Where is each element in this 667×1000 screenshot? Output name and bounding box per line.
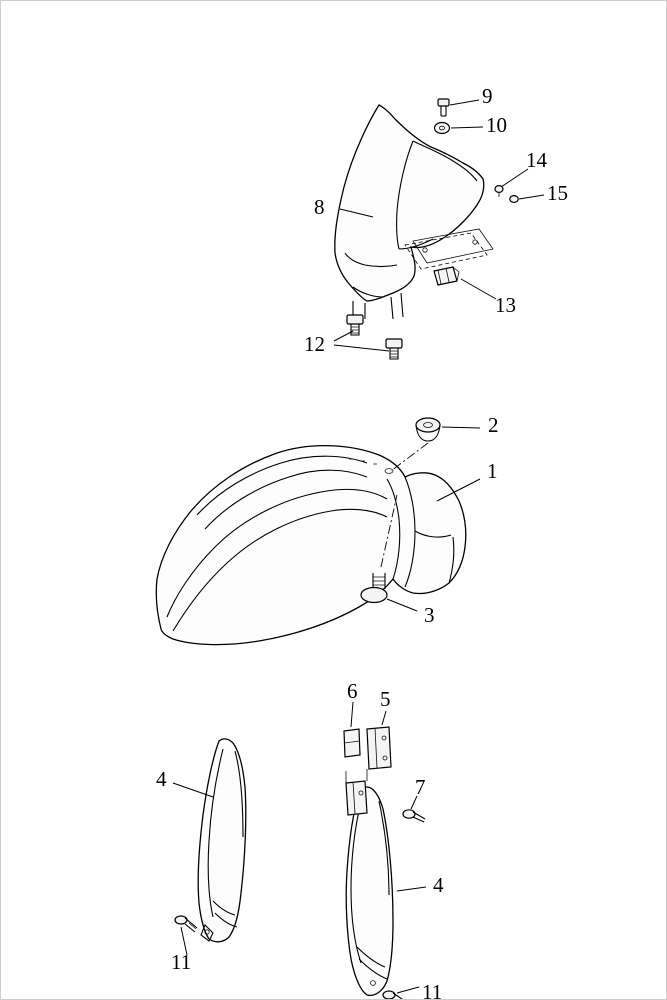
plate-clamp-13 (434, 267, 459, 285)
leader-5 (382, 711, 386, 725)
radiator-shroud-left-group (198, 739, 246, 942)
callout-15: 15 (547, 181, 568, 205)
radiator-shroud-right-group (346, 787, 393, 995)
leader-6 (351, 702, 353, 727)
rivet-14 (495, 186, 503, 197)
grommet-2 (416, 418, 440, 441)
front-fender-body (156, 446, 466, 645)
callout-7: 7 (415, 775, 426, 799)
shroud-right-body (346, 787, 393, 995)
leader-2 (442, 427, 480, 428)
leader-3 (387, 599, 417, 611)
callout-4-right: 4 (433, 873, 444, 897)
callout-3: 3 (424, 603, 435, 627)
plate-washer-10 (435, 123, 450, 134)
leader-14 (501, 169, 528, 187)
plate-bolt-12a (347, 315, 363, 335)
callout-6: 6 (347, 679, 358, 703)
shroud-bolt-11b (383, 991, 405, 1000)
callout-14: 14 (526, 148, 547, 172)
number-plate-body (335, 105, 484, 301)
callout-1: 1 (487, 459, 498, 483)
bracket-strip (346, 781, 367, 815)
leader-9 (450, 100, 479, 105)
leader-10 (451, 127, 483, 128)
nut-15 (510, 196, 518, 203)
number-plate-bottom-tab-2 (391, 293, 403, 319)
leader-15 (519, 195, 544, 199)
bracket-hole-b (473, 240, 477, 244)
parts-diagram (1, 1, 667, 1000)
plate-bolt-12b (386, 339, 402, 359)
callout-4-left: 4 (156, 767, 167, 791)
leader-12a (334, 331, 353, 341)
callout-12: 12 (304, 332, 325, 356)
shroud-screw-7 (403, 810, 425, 822)
callout-2: 2 (488, 413, 499, 437)
front-fender-group (156, 446, 466, 645)
callout-11-right: 11 (422, 980, 443, 1000)
bracket-hole-a (423, 248, 427, 252)
callout-11-left: 11 (171, 950, 192, 974)
plate-screw-9 (438, 99, 449, 116)
front-number-plate-group (335, 105, 493, 319)
callout-10: 10 (486, 113, 507, 137)
bracket-5-plate (367, 727, 391, 769)
callout-8: 8 (314, 195, 325, 219)
leader-11b (397, 987, 419, 993)
callout-5: 5 (380, 687, 391, 711)
leader-12b (334, 345, 389, 351)
callout-9: 9 (482, 84, 493, 108)
callout-13: 13 (495, 293, 516, 317)
shroud-bolt-11a (175, 916, 197, 932)
leader-4b (397, 887, 426, 891)
leader-13 (461, 279, 496, 299)
axis-grommet-fender (391, 443, 428, 471)
